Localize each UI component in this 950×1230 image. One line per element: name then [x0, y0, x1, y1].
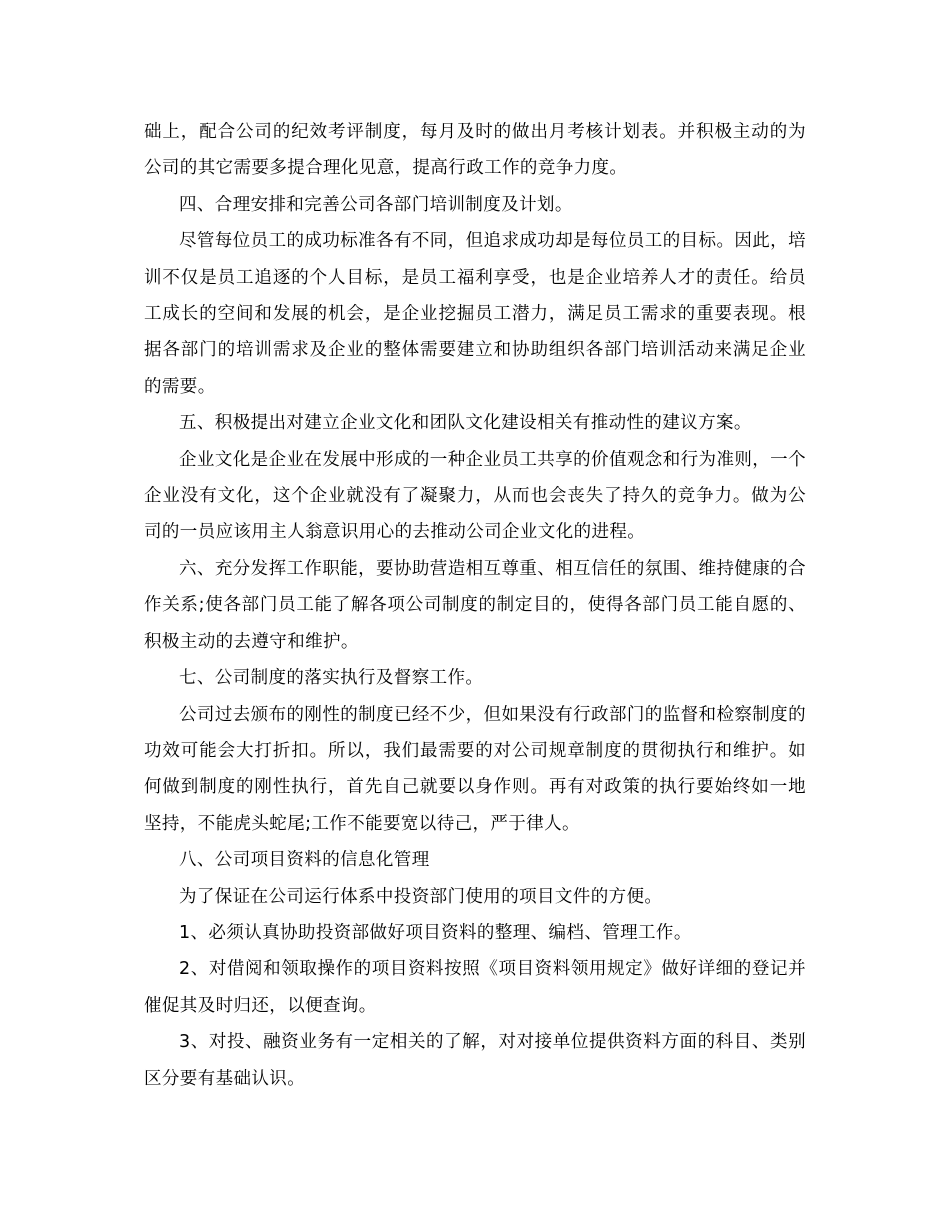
paragraph-enforcement: 公司过去颁布的刚性的制度已经不少，但如果没有行政部门的监督和检察制度的功效可能会大打折扣。所以，我们最需要的对公司规章制度的贯彻执行和维护。如何做到制度的刚性执行，首先自己就要以身作则。再有对政策的执行要始终如一地坚持，不能虎头蛇尾;工作不能要宽以待己，严于律人。 [144, 704, 806, 834]
paragraph-continuation: 础上，配合公司的纪效考评制度，每月及时的做出月考核计划表。并积极主动的为公司的其它需要多提合理化见意，提高行政工作的竞争力度。 [144, 122, 806, 179]
section-heading-7: 七、公司制度的落实执行及督察工作。 [179, 668, 484, 689]
section-heading-5: 五、积极提出对建立企业文化和团队文化建设相关有推动性的建议方案。 [179, 413, 752, 434]
section-heading-8: 八、公司项目资料的信息化管理 [179, 850, 430, 871]
list-item-1: 1、必须认真协助投资部做好项目资料的整理、编档、管理工作。 [179, 922, 692, 943]
list-item-2: 2、对借阅和领取操作的项目资料按照《项目资料领用规定》做好详细的登记并催促其及时归还，以便查询。 [144, 959, 806, 1016]
paragraph-culture: 企业文化是企业在发展中形成的一种企业员工共享的价值观念和行为准则，一个企业没有文化，这个企业就没有了凝聚力，从而也会丧失了持久的竞争力。做为公司的一员应该用主人翁意识用心的去推动公司企业文化的进程。 [144, 449, 806, 543]
document-body [144, 114, 806, 1097]
paragraph-purpose: 为了保证在公司运行体系中投资部门使用的项目文件的方便。 [179, 886, 663, 907]
section-heading-4: 四、合理安排和完善公司各部门培训制度及计划。 [179, 194, 573, 215]
list-item-3: 3、对投、融资业务有一定相关的了解，对对接单位提供资料方面的科目、类别区分要有基础认识。 [144, 1032, 806, 1089]
paragraph-training: 尽管每位员工的成功标准各有不同，但追求成功却是每位员工的目标。因此，培训不仅是员工追逐的个人目标，是员工福利享受，也是企业培养人才的责任。给员工成长的空间和发展的机会，是企业挖掘员工潜力，满足员工需求的重要表现。根据各部门的培训需求及企业的整体需要建立和协助组织各部门培训活动来满足企业的需要。 [144, 231, 806, 397]
section-heading-6: 六、充分发挥工作职能，要协助营造相互尊重、相互信任的氛围、维持健康的合作关系;使各部门员工能了解各项公司制度的制定目的，使得各部门员工能自愿的、积极主动的去遵守和维护。 [144, 558, 806, 652]
